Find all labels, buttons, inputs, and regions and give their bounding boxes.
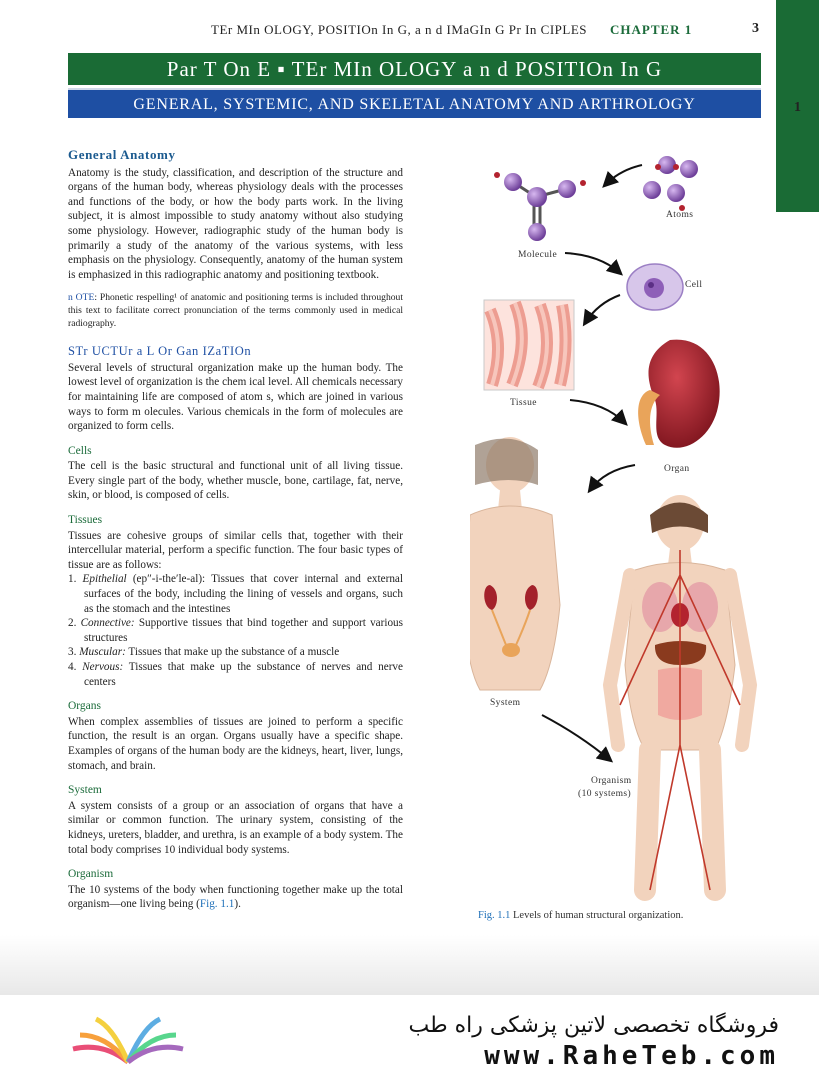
atoms-label: Atoms — [666, 210, 694, 220]
section-banner: GENERAL, SYSTEMIC, AND SKELETAL ANATOMY AND ARTHROLOGY — [68, 88, 761, 118]
organs-paragraph: When complex assemblies of tissues are joined to perform a specific function, the result is an organ. Organs usually have a specific shape. Examples of organs of the human body are the kidneys, heart, liver, lungs, stomach, and brain. — [68, 715, 403, 772]
urinary-system-illustration — [470, 437, 560, 690]
note-paragraph — [68, 292, 403, 330]
system-label: System — [490, 698, 521, 708]
organism-heading: Organism — [68, 868, 114, 881]
tissue-illustration — [484, 300, 574, 390]
running-head-title: TEr MIn OLOGY, POSITIOn In G, a n d IMaGIn G Pr In CIPLES — [211, 22, 587, 37]
part-banner: Par T On E ▪ TEr MIn OLOGY a n d POSITIOn In G — [68, 53, 761, 85]
note-label: n OTE — [68, 292, 95, 304]
figure-illustration — [470, 145, 760, 915]
cells-heading: Cells — [68, 444, 92, 457]
running-head — [0, 20, 819, 40]
text-column — [68, 148, 403, 912]
organism-label: Organism — [591, 776, 632, 786]
list-item: 4. Nervous: Tissues that make up the substance of nerves and nerve centers — [68, 661, 403, 688]
tissue-types-list — [68, 572, 403, 689]
list-item: 1. Epithelial (ep″-i-the′le-al): Tissues that cover internal and external surfaces of the body, including the lining of vessels and organs, such as the stomach and the intestines — [68, 573, 403, 615]
organism-paragraph: The 10 systems of the body when functioning together make up the total organism—one living being (Fig. 1.1). — [68, 883, 403, 911]
figure-caption-text: Levels of human structural organization. — [510, 910, 684, 921]
structural-organization-heading: STr UCTUr a L Or Gan IZaTIOn — [68, 344, 252, 359]
figure-caption-number[interactable]: Fig. 1.1 — [478, 910, 511, 921]
tissue-label: Tissue — [510, 398, 537, 408]
structural-organization-paragraph: Several levels of structural organization make up the human body. The lowest level of organization is the chem ical level. All chemicals necessary for maintaining life are composed of atom s, which are joined in various ways to form m olecules. Various chemicals in the form of molecules are organized to form cells. — [68, 361, 403, 433]
page-fade — [0, 935, 819, 995]
organism-illustration — [610, 495, 750, 890]
chapter-tab-number: 1 — [794, 100, 801, 115]
organ-label: Organ — [664, 464, 690, 474]
molecule-label: Molecule — [518, 250, 558, 260]
list-item: 2. Connective: Supportive tissues that bind together and support various structures — [68, 617, 404, 644]
kidney-illustration — [638, 340, 719, 448]
organism-sublabel: (10 systems) — [578, 789, 632, 799]
tissues-paragraph: Tissues are cohesive groups of similar cells that, together with their intercellular material, perform a specific function. The four basic types of tissue are as follows: — [68, 529, 403, 571]
shop-url[interactable]: www.RaheTeb.com — [484, 1041, 779, 1071]
general-anatomy-paragraph: Anatomy is the study, classification, and description of the structure and organs of the human body, whereas physiology deals with the processes and functions of the body, or how the body parts work. In the living subject, it is almost impossible to study anatomy without also studying some physiology. However, radiographic study of the human body is primarily a study of the anatomy of the various systems, with less emphasis on the physiology. Consequently, anatomy of the human system is emphasized in this radiographic anatomy and positioning textbook. — [68, 166, 403, 281]
cell-illustration — [627, 264, 683, 310]
running-head-chapter: CHAPTER 1 — [610, 22, 693, 37]
organs-heading: Organs — [68, 700, 102, 713]
shop-name: فروشگاه تخصصی لاتین پزشکی راه طب — [408, 1013, 779, 1038]
tissues-heading: Tissues — [68, 514, 103, 527]
cell-label: Cell — [685, 280, 703, 290]
structural-organization-figure — [470, 145, 760, 915]
system-heading: System — [68, 784, 102, 797]
list-item: 3. Muscular: Tissues that make up the substance of a muscle — [68, 646, 340, 659]
general-anatomy-heading: General Anatomy — [68, 147, 176, 162]
watermark-footer — [0, 995, 819, 1080]
system-paragraph: A system consists of a group or an association of organs that have a similar or common function. The urinary system, consisting of the kidneys, ureters, bladder, and urethra, is an example of a body system. The total body comprises 10 individual body systems. — [68, 799, 403, 856]
page-number: 3 — [752, 21, 759, 36]
atoms-illustration — [643, 156, 698, 211]
cells-paragraph: The cell is the basic structural and functional unit of all living tissue. Every single part of the body, whether muscle, bone, cartilage, fat, nerve, skin, or blood, is composed of cells. — [68, 460, 403, 502]
note-text: : Phonetic respelling¹ of anatomic and positioning terms is included throughout this text to facilitate correct pronunciation of the terms commonly used in medical radiography. — [68, 292, 403, 329]
figure-caption — [478, 910, 683, 921]
figure-reference-link[interactable]: Fig. 1.1 — [199, 898, 235, 911]
book-logo-icon — [68, 1007, 188, 1067]
